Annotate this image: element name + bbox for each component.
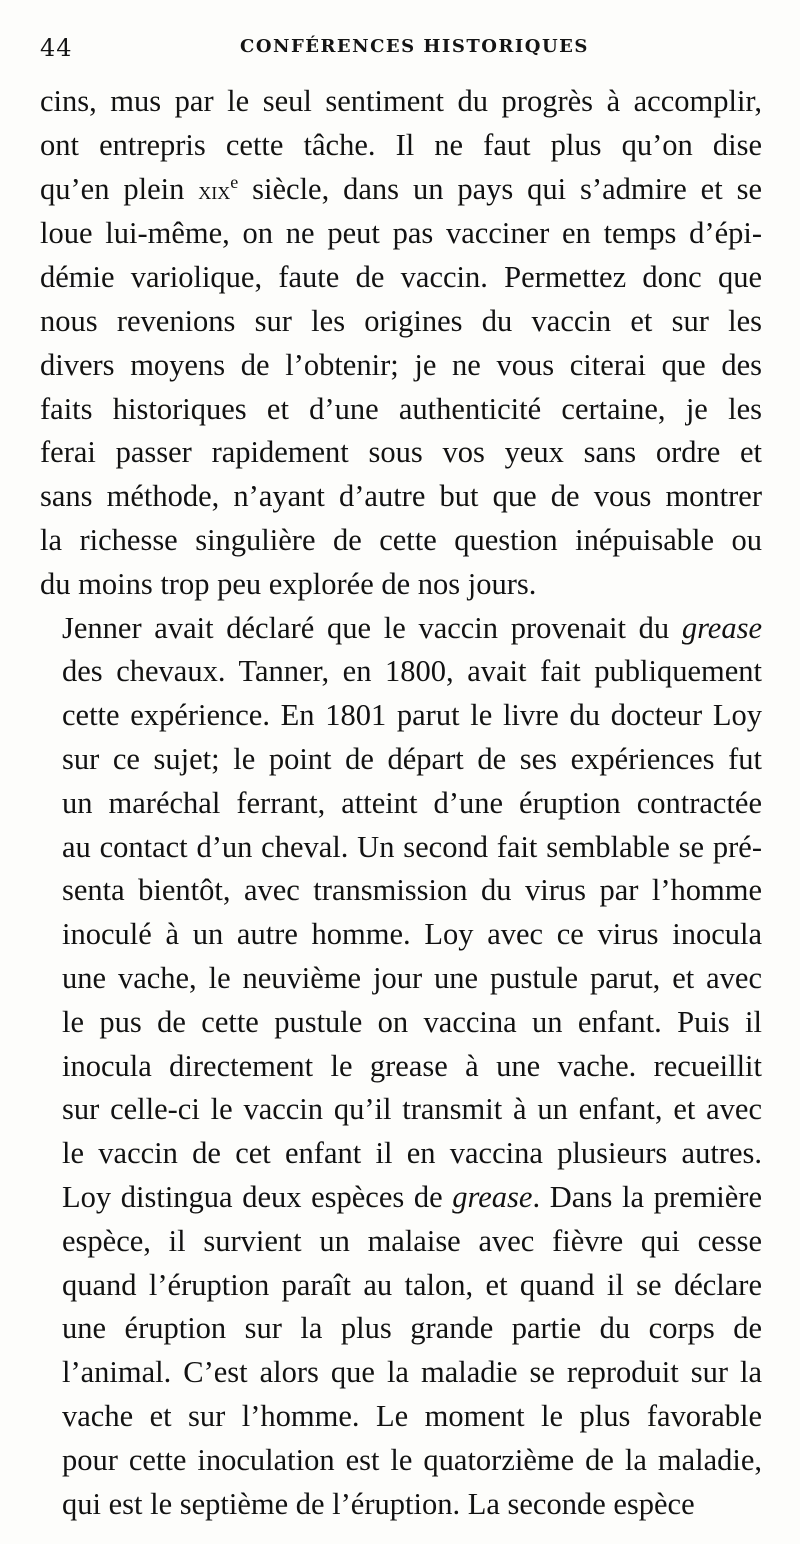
text-line	[40, 1132, 762, 1176]
text-segment: cins, mus par le seul sentiment du progrès à accomplir,	[40, 84, 762, 118]
text-line	[40, 869, 762, 913]
text-segment: pour cette inoculation est le quatorzième de la maladie,	[62, 1442, 762, 1477]
text-segment: une éruption sur la plus grande partie du corps de	[62, 1311, 762, 1346]
text-segment: démie variolique, faute de vaccin. Permettez donc que	[40, 260, 762, 295]
text-line	[40, 1439, 762, 1483]
text-line	[40, 1220, 762, 1264]
text-segment: sur celle-ci le vaccin qu’il transmit à un enfant, et avec	[62, 1092, 762, 1127]
text-segment: la richesse singulière de cette question inépuisable ou	[40, 522, 762, 557]
text-segment: siècle, dans un pays qui s’admire et se	[238, 171, 762, 206]
text-segment: divers moyens de l’obtenir; je ne vous citerai que des	[40, 347, 762, 382]
text-line	[40, 957, 762, 1001]
text-line	[40, 563, 762, 607]
text-line	[40, 1088, 762, 1132]
text-segment: inoculé à un autre homme. Loy avec ce virus inocula	[62, 917, 762, 952]
text-segment: senta bientôt, avec transmission du virus par l’homme	[62, 873, 762, 908]
text-segment: . Dans la première	[532, 1179, 762, 1214]
text-line	[40, 519, 762, 563]
text-line	[40, 1483, 762, 1527]
text-line	[40, 782, 762, 826]
text-segment: quand l’éruption paraît au talon, et quand il se déclare	[62, 1267, 762, 1302]
text-line	[40, 431, 762, 475]
text-line	[40, 1307, 762, 1351]
text-line	[40, 1045, 762, 1089]
text-line	[40, 1395, 762, 1439]
text-segment: espèce, il survient un malaise avec fièvre qui cesse	[62, 1223, 762, 1258]
text-segment: inocula directement le grease à une vache. recueillit	[62, 1048, 762, 1083]
text-line	[40, 1264, 762, 1308]
text-segment: Loy distingua deux espèces de	[62, 1179, 453, 1214]
text-segment: Jenner avait déclaré que le vaccin provenait du	[62, 610, 682, 645]
text-segment: l’animal. C’est alors que la maladie se reproduit sur la	[62, 1355, 762, 1390]
text-segment: qui est le septième de l’éruption. La seconde espèce	[62, 1486, 695, 1521]
text-segment: cette expérience. En 1801 parut le livre du docteur Loy	[62, 698, 762, 733]
roman-numeral: xix	[198, 175, 231, 205]
text-line	[40, 694, 762, 738]
text-segment: ont entrepris cette tâche. Il ne faut plus qu’on dise	[40, 127, 762, 162]
text-line	[40, 256, 762, 300]
text-line	[40, 650, 762, 694]
text-line	[40, 738, 762, 782]
page-number: 44	[40, 34, 73, 62]
text-line	[40, 607, 762, 651]
text-line	[40, 300, 762, 344]
text-line	[40, 212, 762, 256]
text-segment: vache et sur l’homme. Le moment le plus favorable	[62, 1398, 762, 1433]
running-head: CONFÉRENCES HISTORIQUES	[240, 36, 589, 57]
text-segment: le vaccin de cet enfant il en vaccina plusieurs autres.	[62, 1136, 762, 1171]
text-line	[40, 475, 762, 519]
text-segment: sur ce sujet; le point de départ de ses expériences fut	[62, 741, 762, 776]
text-segment: un maréchal ferrant, atteint d’une éruption contractée	[62, 785, 762, 820]
body-text	[40, 80, 762, 1526]
superscript: e	[230, 171, 239, 192]
text-segment: loue lui-même, on ne peut pas vacciner en temps d’épi-	[40, 216, 762, 251]
text-line	[40, 344, 762, 388]
text-segment: des chevaux. Tanner, en 1800, avait fait publiquement	[62, 654, 762, 689]
text-line	[40, 826, 762, 870]
paragraph	[40, 80, 762, 607]
text-line	[40, 80, 762, 124]
text-segment: faits historiques et d’une authenticité certaine, je les	[40, 391, 762, 426]
text-segment: une vache, le neuvième jour une pustule parut, et avec	[62, 960, 762, 995]
paragraph	[40, 607, 762, 1527]
text-segment: nous revenions sur les origines du vaccin et sur les	[40, 303, 762, 338]
text-line	[40, 1351, 762, 1395]
text-line	[40, 388, 762, 432]
text-line	[40, 1001, 762, 1045]
italic-term: grease	[681, 610, 762, 645]
text-segment: ferai passer rapidement sous vos yeux sans ordre et	[40, 435, 762, 470]
text-segment: du moins trop peu explorée de nos jours.	[40, 566, 537, 601]
text-segment: qu’en plein	[40, 171, 199, 206]
text-line	[40, 913, 762, 957]
text-segment: sans méthode, n’ayant d’autre but que de vous montrer	[40, 479, 762, 514]
text-line	[40, 168, 762, 213]
page-header	[40, 34, 780, 74]
text-line	[40, 1176, 762, 1220]
text-line	[40, 124, 762, 168]
text-segment: au contact d’un cheval. Un second fait semblable se pré-	[62, 829, 762, 864]
text-segment: le pus de cette pustule on vaccina un enfant. Puis il	[62, 1004, 762, 1039]
italic-term: grease	[452, 1179, 533, 1214]
